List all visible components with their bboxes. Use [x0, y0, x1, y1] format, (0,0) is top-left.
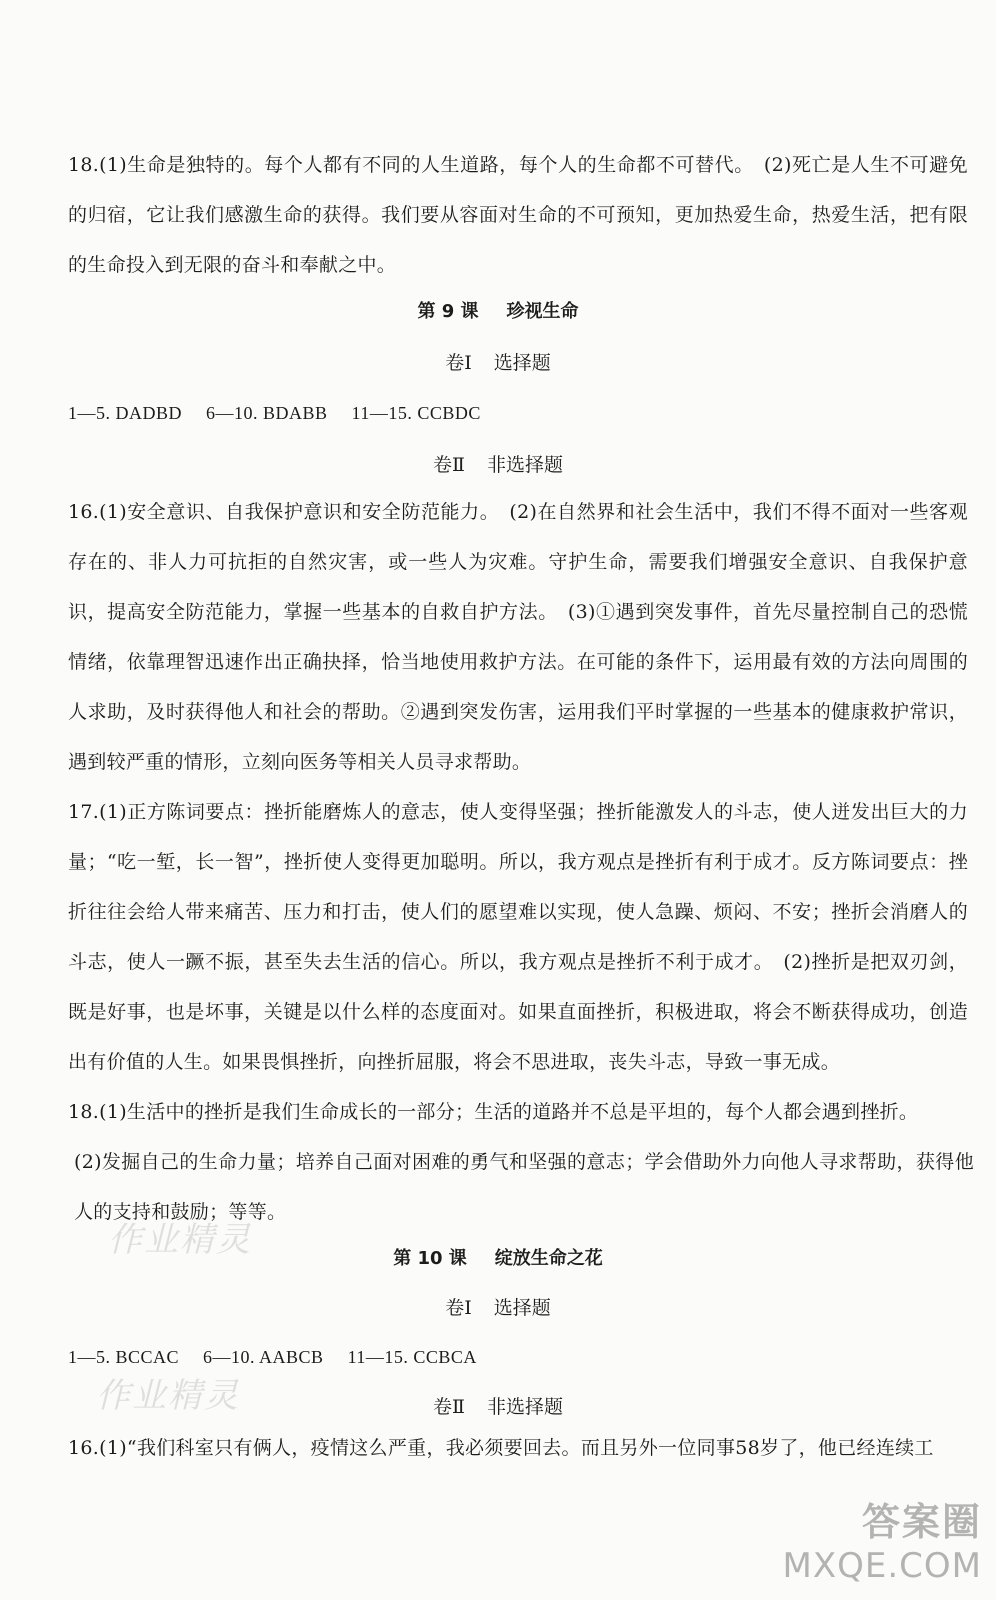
lesson9-vol1-label: 卷Ⅰ	[445, 352, 472, 374]
lesson9-q16: 16.(1)安全意识、自我保护意识和安全防范能力。 (2)在自然界和社会生活中，我们不得不面对一些客观存在的、非人力可抗拒的自然灾害，或一些人为灾难。守护生命，需要我们增强安全意识、自我保护意识，提高安全防范能力，掌握一些基本的自救自护方法。 (3)①遇到突发事件，首先尽量控制自己的恐慌情绪，依靠理智迅速作出正确抉择，恰当地使用救护方法。在可能的条件下，运用最有效的方法向周围的人求助，及时获得他人和社会的帮助。②遇到突发伤害，运用我们平时掌握的一些基本的健康救护常识，遇到较严重的情形，立刻向医务等相关人员寻求帮助。	[68, 501, 968, 773]
lesson10-q16-start: 16.(1)“我们科室只有俩人，疫情这么严重，我必须要回去。而且另外一位同事58岁了，他已经连续工	[68, 1437, 934, 1459]
lesson9-vol1-title: 选择题	[493, 352, 551, 374]
lesson9-vol2-heading	[0, 450, 996, 480]
lesson9-heading	[0, 297, 996, 327]
watermark-text: 作业精灵	[108, 1220, 252, 1260]
lesson10-vol2-title: 非选择题	[486, 1396, 563, 1418]
corner-watermark	[782, 1491, 982, 1586]
lesson9-q18-part2: (2)发掘自己的生命力量；培养自己面对困难的勇气和坚强的意志；学会借助外力向他人寻求帮助，获得他人的支持和鼓励；等等。	[74, 1151, 974, 1223]
lesson10-title: 绽放生命之花	[494, 1248, 603, 1269]
answer-group: 11—15. CCBDC	[351, 403, 481, 423]
section8-q18: 18.(1)生命是独特的。每个人都有不同的人生道路，每个人的生命都不可替代。 (2)死亡是人生不可避免的归宿，它让我们感激生命的获得。我们要从容面对生命的不可预知，更加热爱生命，热爱生活，把有限的生命投入到无限的奋斗和奉献之中。	[68, 154, 968, 276]
lesson10-vol1-label: 卷Ⅰ	[445, 1297, 472, 1319]
lesson10-vol2-label: 卷Ⅱ	[433, 1396, 465, 1418]
lesson9-choice-answers	[68, 398, 481, 428]
watermark-text: 作业精灵	[96, 1376, 240, 1416]
lesson10-number: 第 10 课	[393, 1248, 467, 1269]
answer-group: 11—15. CCBCA	[347, 1347, 477, 1367]
answer-group: 1—5. BCCAC	[68, 1347, 180, 1367]
lesson9-vol1-heading	[0, 348, 996, 378]
corner-watermark-url: MXQE.COM	[782, 1546, 982, 1586]
lesson9-title: 珍视生命	[506, 301, 579, 322]
lesson9-vol2-label: 卷Ⅱ	[433, 454, 465, 476]
answer-group: 6—10. AABCB	[203, 1347, 324, 1367]
answer-group: 1—5. DADBD	[68, 403, 183, 423]
lesson9-number: 第 9 课	[417, 301, 479, 322]
lesson9-vol2-title: 非选择题	[486, 454, 563, 476]
lesson10-vol1-heading	[0, 1293, 996, 1323]
lesson9-q17: 17.(1)正方陈词要点：挫折能磨炼人的意志，使人变得坚强；挫折能激发人的斗志，使人迸发出巨大的力量；“吃一堑，长一智”，挫折使人变得更加聪明。所以，我方观点是挫折有利于成才。反方陈词要点：挫折往往会给人带来痛苦、压力和打击，使人们的愿望难以实现，使人急躁、烦闷、不安；挫折会消磨人的斗志，使人一蹶不振，甚至失去生活的信心。所以，我方观点是挫折不利于成才。 (2)挫折是把双刃剑，既是好事，也是坏事，关键是以什么样的态度面对。如果直面挫折，积极进取，将会不断获得成功，创造出有价值的人生。如果畏惧挫折，向挫折屈服，将会不思进取，丧失斗志，导致一事无成。	[68, 801, 968, 1073]
answer-group: 6—10. BDABB	[206, 403, 328, 423]
corner-watermark-logo: 答案圈	[861, 1500, 982, 1544]
lesson9-q18-part1: 18.(1)生活中的挫折是我们生命成长的一部分；生活的道路并不总是平坦的，每个人都会遇到挫折。	[68, 1101, 919, 1123]
lesson10-vol1-title: 选择题	[493, 1297, 551, 1319]
